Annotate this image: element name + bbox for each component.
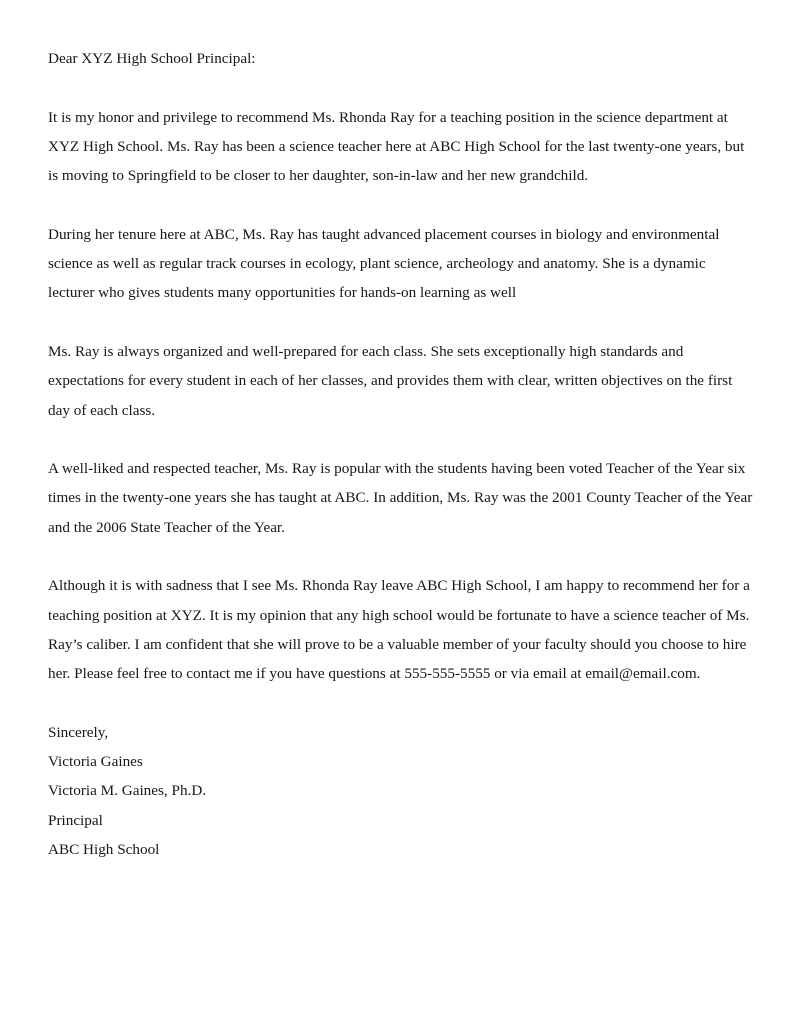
job-title: Principal: [48, 811, 103, 829]
organization-name: ABC High School: [48, 841, 160, 859]
paragraph-intro: It is my honor and privilege to recommend Ms. Rhonda Ray for a teaching position in the science department at XYZ High School. Ms. Ray has been a science teacher here at ABC High School for the last twenty-one years, but is moving to Springfield to be closer to her daughter, son-in-law and her new grandchild.: [48, 108, 745, 185]
signature-name: Victoria Gaines: [48, 753, 143, 771]
valediction: Sincerely,: [48, 723, 109, 741]
paragraph-awards: A well-liked and respected teacher, Ms. Ray is popular with the students having been voted Teacher of the Year six times in the twenty-one years she has taught at ABC. In addition, Ms. Ray was the 2001 County Teacher of the Year and the 2006 State Teacher of the Year.: [48, 460, 753, 536]
paragraph-teaching-experience: During her tenure here at ABC, Ms. Ray has taught advanced placement courses in biology and environmental science as well as regular track courses in ecology, plant science, archeology and anatomy. She is a dynamic lecturer who gives students many opportunities for hands-on learning as well: [48, 225, 720, 302]
signature-block: [48, 718, 754, 864]
printed-name: Victoria M. Gaines, Ph.D.: [48, 782, 207, 800]
paragraph-classroom-organization: Ms. Ray is always organized and well-prepared for each class. She sets exceptionally high standards and expectations for every student in each of her classes, and provides them with clear, written objectives on the first day of each class.: [48, 342, 733, 419]
paragraph-closing-recommendation: Although it is with sadness that I see Ms. Rhonda Ray leave ABC High School, I am happy to recommend her for a teaching position at XYZ. It is my opinion that any high school would be fortunate to have a science teacher of Ms. Ray’s caliber. I am confident that she will prove to be a valuable member of your faculty should you choose to hire her. Please feel free to contact me if you have questions at 555-555-5555 or via email at email@email.com.: [48, 577, 750, 683]
salutation: Dear XYZ High School Principal:: [48, 50, 256, 67]
letter-body: [48, 44, 754, 864]
